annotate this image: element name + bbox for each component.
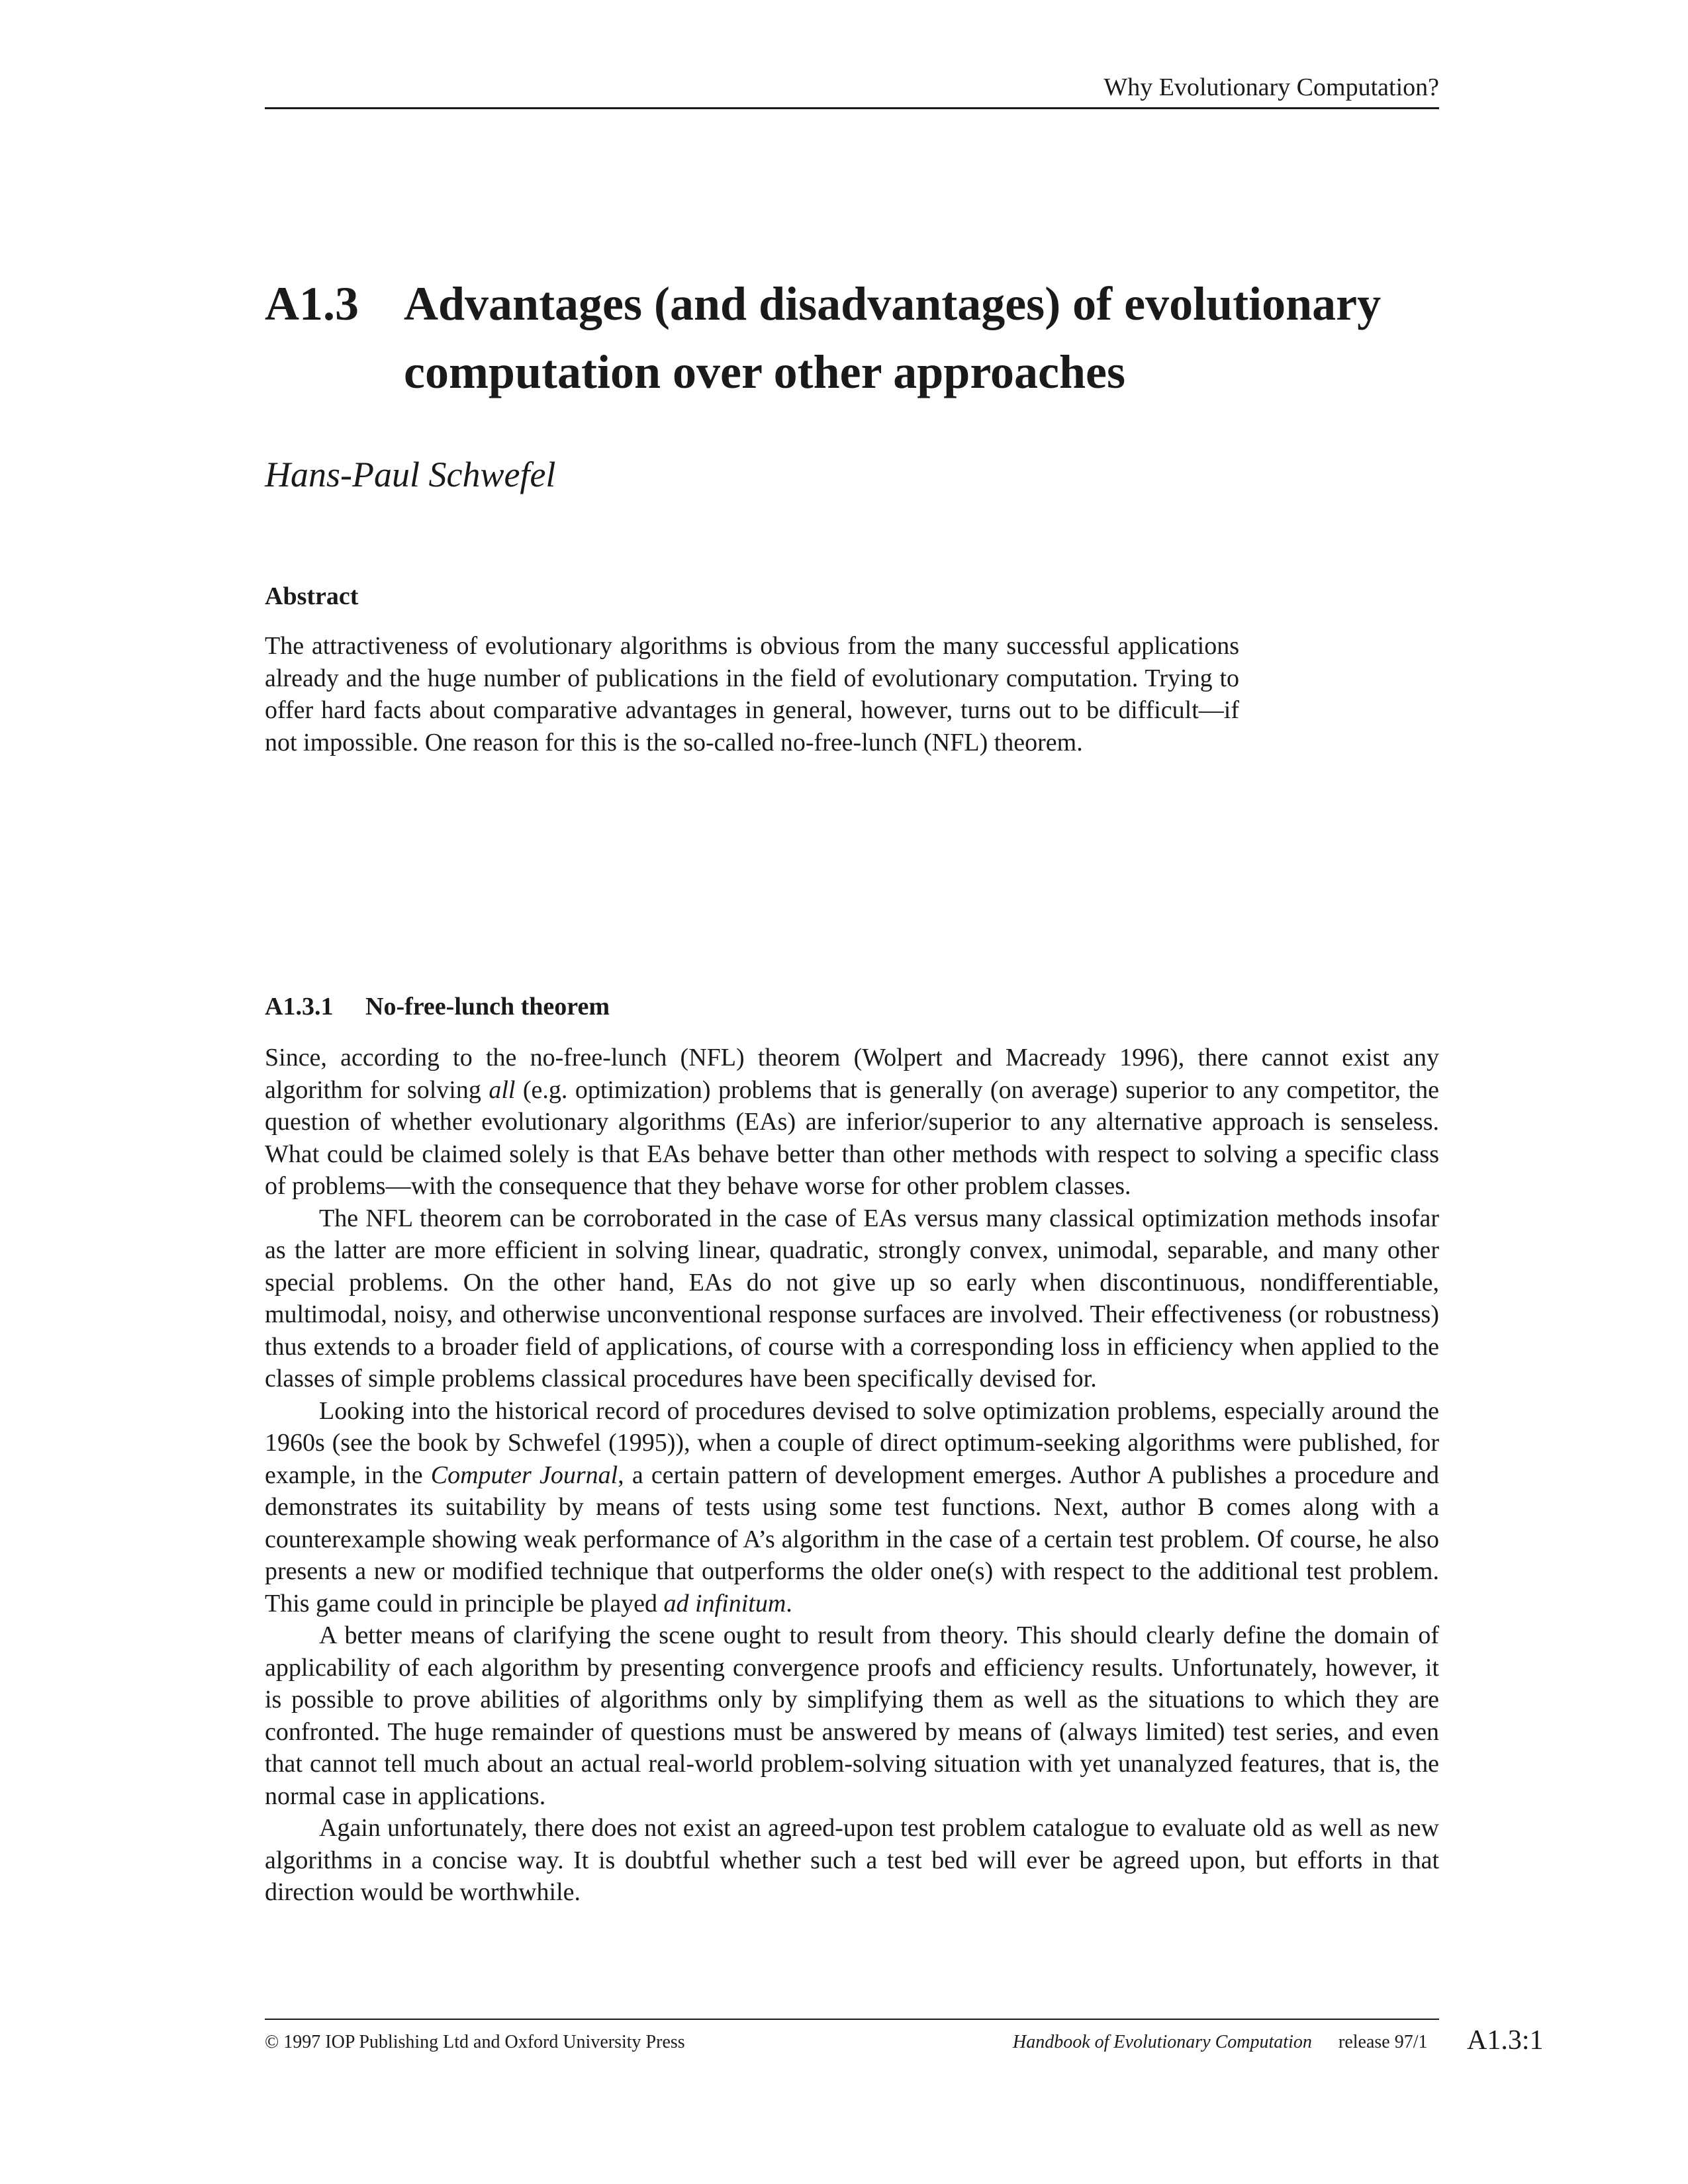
body-paragraph: Again unfortunately, there does not exist an agreed-upon test problem catalogue to evaluate old as well as new algorithms in a concise way. It is doubtful whether such a test bed will ever be agreed upon, but efforts in that direction would be worthwhile. xyxy=(265,1814,1439,1906)
handbook-title: Handbook of Evolutionary Computation xyxy=(1013,2032,1312,2052)
emphasis-journal: Computer Journal xyxy=(430,1461,618,1489)
section-number: A1.3 xyxy=(265,277,359,330)
abstract-text: The attractiveness of evolutionary algorithms is obvious from the many successful applications already and the huge number of publications in the field of evolutionary computation. Trying to offer hard facts about comparative advantages in general, however, turns out to be difficult—if not impossible. One reason for this is the so-called no-free-lunch (NFL) theorem. xyxy=(265,632,1239,756)
body-text-span: Since, according to the no-free-lunch (NFL) theorem (Wolpert and Macready 1996), there cannot exist any algorithm for solving xyxy=(265,1044,1439,1104)
body-text xyxy=(265,1042,1439,1909)
author-name: Hans-Paul Schwefel xyxy=(265,455,556,494)
copyright-notice: © 1997 IOP Publishing Ltd and Oxford University Press xyxy=(265,2032,685,2052)
body-text-span: . xyxy=(786,1589,792,1617)
emphasis-all: all xyxy=(489,1075,516,1104)
page-footer xyxy=(265,2025,1556,2057)
header-rule xyxy=(265,107,1439,109)
body-paragraph xyxy=(265,1042,1439,1203)
subsection-name: No-free-lunch theorem xyxy=(365,993,610,1021)
page-number: A1.3:1 xyxy=(1467,2025,1544,2056)
body-text-span: Looking into the historical record of procedures devised to solve optimization problems, especially around the 1960s (see the book by Schwefel (1995)), when a couple of direct optimum-seeking algorithms were published, for example, in the xyxy=(265,1396,1439,1489)
subsection-number: A1.3.1 xyxy=(265,993,334,1021)
body-paragraph xyxy=(265,1395,1439,1620)
footer-rule xyxy=(265,2019,1439,2020)
body-paragraph: The NFL theorem can be corroborated in the case of EAs versus many classical optimization methods insofar as the latter are more efficient in solving linear, quadratic, strongly convex, unimodal, separable, and many other special problems. On the other hand, EAs do not give up so early when discontinuous, nondifferentiable, multimodal, noisy, and otherwise unconventional response surfaces are involved. Their effectiveness (or robustness) thus extends to a broader field of applications, of course with a corresponding loss in efficiency when applied to the classes of simple problems classical procedures have been specifically devised for. xyxy=(265,1204,1439,1392)
emphasis-ad-infinitum: ad infinitum xyxy=(663,1589,786,1617)
body-paragraph: A better means of clarifying the scene ought to result from theory. This should clearly define the domain of applicability of each algorithm by presenting convergence proofs and efficiency results. Unfortunately, however, it is possible to prove abilities of algorithms only by simplifying them as well as the situations to which they are confronted. The huge remainder of questions must be answered by means of (always limited) test series, and even that cannot tell much about an actual real-world problem-solving situation with yet unanalyzed features, that is, the normal case in applications. xyxy=(265,1621,1439,1810)
section-name: Advantages (and disadvantages) of evolutionary computation over other approaches xyxy=(404,277,1382,398)
subsection-title xyxy=(265,990,610,1023)
body-text-span: (e.g. optimization) problems that is generally (on average) superior to any competitor, the question of whether evolutionary algorithms (EAs) are inferior/superior to any alternative approach is senseless. What could be claimed solely is that EAs behave better than other methods with respect to solving a specific class of problems—with the consequence that they behave worse for other problem classes. xyxy=(265,1075,1440,1200)
release-label: release 97/1 xyxy=(1338,2032,1428,2052)
section-title xyxy=(265,270,1439,406)
body-text-span: , a certain pattern of development emerges. Author A publishes a procedure and demonstrates its suitability by means of tests using some test functions. Next, author B comes along with a counterexample showing weak performance of A’s algorithm in the case of a certain test problem. Of course, he also presents a new or modified technique that outperforms the older one(s) with respect to the additional test problem. This game could in principle be played xyxy=(265,1461,1439,1617)
running-head: Why Evolutionary Computation? xyxy=(1103,73,1439,101)
abstract-heading: Abstract xyxy=(265,582,359,610)
